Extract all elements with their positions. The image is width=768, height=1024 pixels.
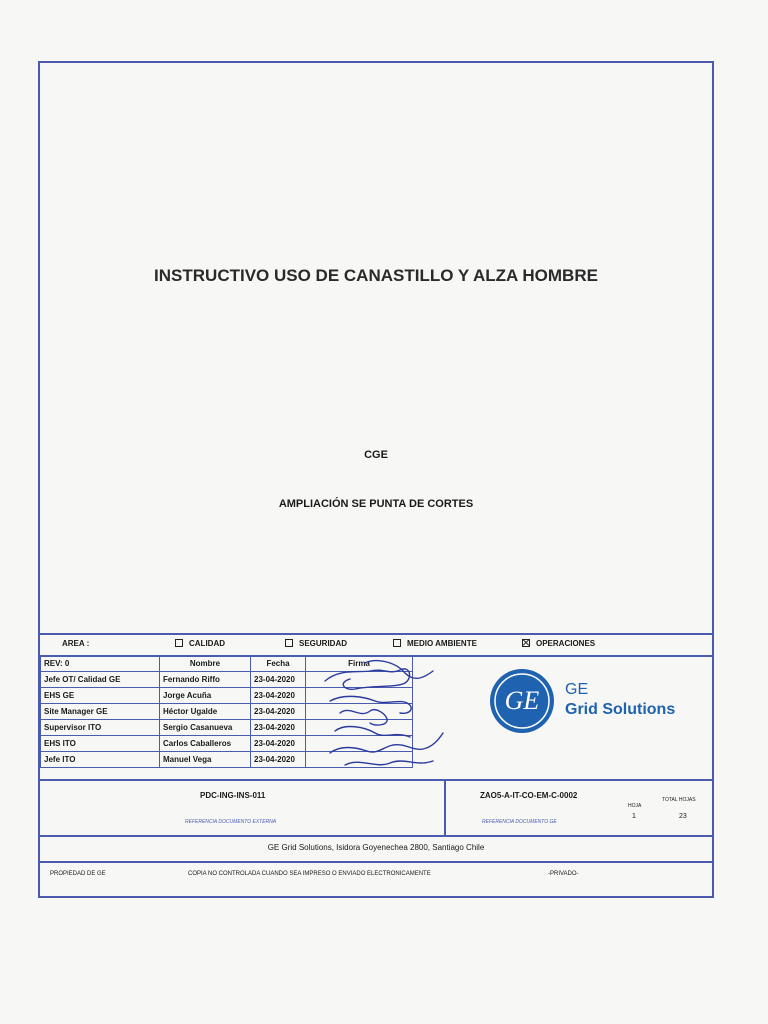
signature-header: Firma <box>306 656 413 672</box>
date-cell: 23-04-2020 <box>251 672 306 688</box>
ge-logo-icon <box>488 667 556 735</box>
total-sheets-label: TOTAL HOJAS <box>662 797 696 803</box>
date-header: Fecha <box>251 656 306 672</box>
client-name: CGE <box>364 449 388 461</box>
name-cell: Jorge Acuña <box>160 688 251 704</box>
checkbox-icon <box>393 639 401 647</box>
date-cell: 23-04-2020 <box>251 736 306 752</box>
role-cell: Supervisor ITO <box>41 720 160 736</box>
handwritten-signatures <box>315 653 445 783</box>
role-cell: Jefe OT/ Calidad GE <box>41 672 160 688</box>
role-cell: Jefe ITO <box>41 752 160 768</box>
name-cell: Héctor Ugalde <box>160 704 251 720</box>
area-option-medio-ambiente[interactable]: MEDIO AMBIENTE <box>393 639 477 648</box>
company-address: GE Grid Solutions, Isidora Goyenechea 2800, Santiago Chile <box>40 835 712 863</box>
footer-row <box>40 863 712 885</box>
name-cell: Manuel Vega <box>160 752 251 768</box>
checkbox-icon <box>285 639 293 647</box>
brand-line-1: GE <box>565 681 589 698</box>
project-name: AMPLIACIÓN SE PUNTA DE CORTES <box>278 498 474 510</box>
name-cell: Carlos Caballeros <box>160 736 251 752</box>
role-cell: EHS GE <box>41 688 160 704</box>
brand-text <box>565 681 675 719</box>
checkbox-icon <box>175 639 183 647</box>
role-cell: EHS ITO <box>41 736 160 752</box>
area-option-seguridad[interactable]: SEGURIDAD <box>285 639 347 648</box>
date-cell: 23-04-2020 <box>251 752 306 768</box>
name-cell: Fernando Riffo <box>160 672 251 688</box>
footer-notice: COPIA NO CONTROLADA CUANDO SEA IMPRESO O ENVIADO ELECTRONICAMENTE <box>188 871 431 877</box>
checked-checkbox-icon <box>522 639 530 647</box>
footer-property: PROPIEDAD DE GE <box>50 871 106 877</box>
total-sheets-value: 23 <box>679 813 687 820</box>
brand-line-2: Grid Solutions <box>565 701 676 718</box>
document-title: INSTRUCTIVO USO DE CANASTILLO Y ALZA HOMBRE <box>154 266 598 285</box>
name-header: Nombre <box>160 656 251 672</box>
external-reference-caption: REFERENCIA DOCUMENTO EXTERNA <box>185 819 277 825</box>
area-option-calidad[interactable]: CALIDAD <box>175 639 225 648</box>
date-cell: 23-04-2020 <box>251 688 306 704</box>
document-frame <box>38 61 714 898</box>
role-cell: Site Manager GE <box>41 704 160 720</box>
area-label: AREA : <box>62 639 90 648</box>
sheet-label: HOJA <box>628 803 642 809</box>
divider <box>444 781 446 835</box>
date-cell: 23-04-2020 <box>251 704 306 720</box>
references-row <box>40 779 712 837</box>
name-cell: Sergio Casanueva <box>160 720 251 736</box>
external-reference-code: PDC-ING-INS-011 <box>200 791 266 800</box>
footer-classification: -PRIVADO- <box>548 871 579 877</box>
ge-reference-code: ZAO5-A-IT-CO-EM-C-0002 <box>480 791 578 800</box>
date-cell: 23-04-2020 <box>251 720 306 736</box>
svg-text:GE: GE <box>504 686 540 715</box>
rev-header: REV: 0 <box>41 656 160 672</box>
sheet-value: 1 <box>632 813 636 820</box>
ge-reference-caption: REFERENCIA DOCUMENTO GE <box>482 819 557 825</box>
area-option-operaciones[interactable]: OPERACIONES <box>522 639 595 648</box>
